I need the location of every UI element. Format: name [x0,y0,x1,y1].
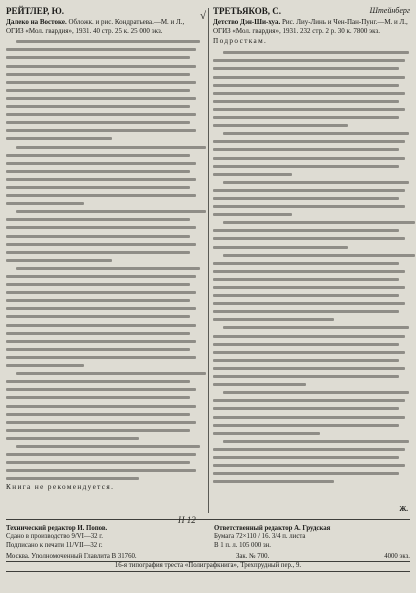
text-line [6,380,190,383]
text-line [213,67,399,70]
right-book-details: Рис. Лиу-Линь и Чен-Пан-Пунг.—М. и Л., ОГИЗ «Мол. гвардия», 1931. 232 стр. 2 р. 30 к. 7800 экз. [213,18,408,35]
text-line [213,157,405,160]
signed-date: Подписано к печати 11/VII—32 г. [6,541,103,549]
handwritten-stamp: Н 12 [178,515,196,525]
text-line [213,278,399,281]
text-line [6,162,196,165]
imprint-footer [6,525,410,570]
left-book-details: Обложк. и рис. Кондратьева.—М. и Л., ОГИЗ «Мол. гвардия», 1931. 40 стр. 25 к. 25 000 экз. [6,18,185,35]
text-line [213,189,405,192]
text-line [213,246,348,249]
text-line [6,340,196,343]
text-line [16,372,206,375]
text-line [213,92,405,95]
text-line [6,97,196,100]
text-line [6,178,196,181]
text-line [6,356,196,359]
text-line [6,364,84,367]
text-line [213,286,405,289]
text-line [6,73,190,76]
text-line [6,186,190,189]
text-line [213,237,405,240]
text-line [6,218,190,221]
text-line [213,116,399,119]
print-run: 4000 экз. [384,553,410,561]
text-line [6,291,196,294]
text-line [213,262,399,265]
text-line [213,140,405,143]
text-line [6,235,190,238]
text-line [6,388,196,391]
text-line [6,129,196,132]
text-line [213,229,399,232]
review-signature: Ж. [399,505,408,513]
text-line [16,146,206,149]
text-line [6,396,190,399]
text-line [6,283,190,286]
text-line [6,113,196,116]
text-line [213,108,405,111]
text-line [6,121,190,124]
text-line [213,100,399,103]
text-line [6,65,196,68]
text-line [16,445,200,448]
text-line [6,275,196,278]
text-line [213,375,399,378]
text-line [213,270,405,273]
text-line [213,383,306,386]
censor-line: Москва. Уполномоченный Главлита В 31760. [6,553,137,561]
text-line [213,359,399,362]
text-line [6,429,190,432]
text-line [213,84,399,87]
text-line [213,318,334,321]
footer-rule-top [6,519,410,520]
text-line [6,437,139,440]
text-line [213,294,399,297]
text-line [6,469,196,472]
right-book-meta [213,18,411,35]
right-review-text [213,51,411,483]
text-line [213,59,405,62]
text-line [6,48,196,51]
text-line [6,251,190,254]
right-header-tag: Штейнберг [369,6,410,15]
left-column [6,6,202,492]
text-line [213,76,405,79]
text-line [213,472,399,475]
text-line [213,416,405,419]
text-line [6,243,196,246]
text-line [16,210,206,213]
text-line [6,137,112,140]
text-line [223,221,415,224]
left-book-meta [6,18,202,35]
text-line [6,194,196,197]
text-line [6,324,196,327]
text-line [223,51,409,54]
right-book-title: Детство Дэн-Ши-хуа. [213,18,281,26]
text-line [213,213,292,216]
text-line [6,315,190,318]
text-line [223,254,415,257]
tech-editor: Технический редактор И. Попов. [6,525,108,532]
text-line [213,173,292,176]
text-line [213,302,405,305]
column-divider [208,8,209,513]
text-line [213,367,405,370]
right-author: ТРЕТЬЯКОВ, С. [213,6,282,16]
order-number: Зак. № 700. [236,553,270,561]
paper-format: Бумага 72×110 / 16. 3/4 п. листа [214,533,306,541]
text-line [213,456,399,459]
text-line [223,132,409,135]
text-line [213,205,405,208]
text-line [6,332,190,335]
text-line [223,326,409,329]
text-line [6,259,112,262]
check-mark: √ [200,10,207,22]
text-line [6,307,196,310]
text-line [213,165,399,168]
text-line [223,181,409,184]
text-line [223,440,409,443]
text-line [213,148,399,151]
text-line [6,461,190,464]
resp-editor: Ответственный редактор А. Грудская [214,525,331,532]
footer-rule-mid [6,561,410,562]
set-date: Сдано в производство 9/VI—32 г. [6,533,103,541]
text-line [6,56,190,59]
text-line [223,391,409,394]
text-line [6,453,196,456]
footer-rule-bottom [6,571,410,572]
text-line [6,89,190,92]
text-line [6,348,190,351]
text-line [6,405,196,408]
text-line [213,335,405,338]
text-line [6,299,190,302]
text-line [213,310,399,313]
left-closing: Книга не рекомендуется. [6,483,115,492]
text-line [213,424,399,427]
right-column [213,6,411,483]
text-line [213,464,405,467]
left-author: РЕЙТЛЕР, Ю. [6,6,65,16]
printer-line: 16-я типография треста «Полиграфкнига», Трехпрудный пер., 9. [114,561,302,569]
text-line [16,267,200,270]
right-audience: Подросткам. [213,37,268,46]
text-line [6,105,190,108]
text-line [213,480,334,483]
text-line [6,421,196,424]
text-line [6,81,196,84]
text-line [6,477,139,480]
text-line [213,351,405,354]
left-book-title: Далеко на Востоке. [6,18,67,26]
text-line [213,124,348,127]
text-line [6,413,190,416]
text-line [213,407,399,410]
text-line [213,399,405,402]
text-line [213,343,399,346]
text-line [6,154,190,157]
left-review-text [6,40,202,480]
text-line [6,170,190,173]
text-line [6,202,84,205]
text-line [213,448,405,451]
text-line [213,432,320,435]
sheet-count: В 1 п. л. 105 000 зн. [214,541,271,549]
text-line [6,226,196,229]
text-line [16,40,200,43]
text-line [213,197,399,200]
